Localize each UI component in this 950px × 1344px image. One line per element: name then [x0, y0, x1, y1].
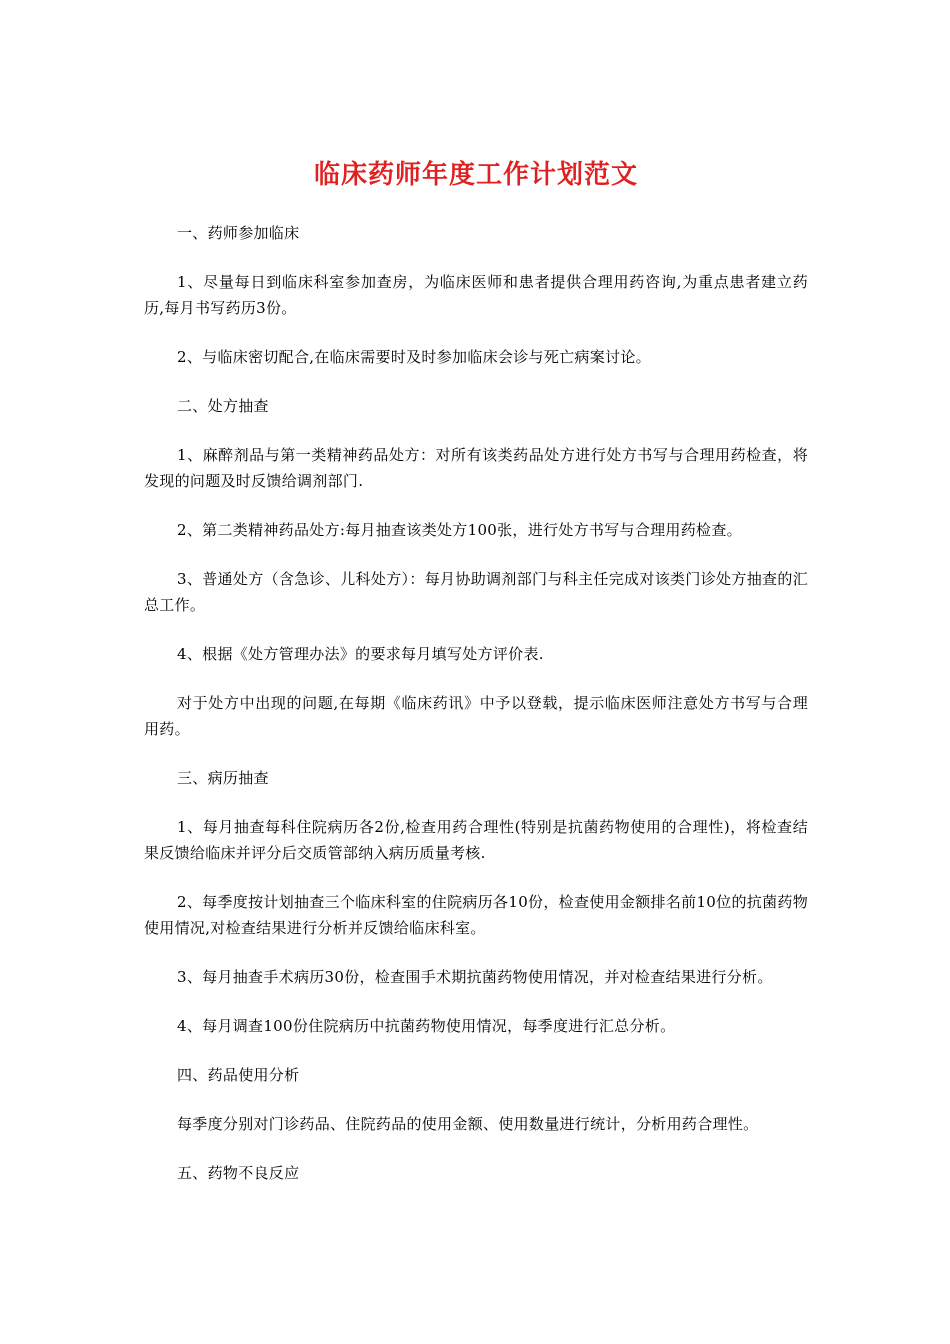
- paragraph: 4、每月调查100份住院病历中抗菌药物使用情况，每季度进行汇总分析。: [177, 1017, 676, 1035]
- section-heading-3: 三、病历抽查: [177, 769, 269, 787]
- section-heading-1: 一、药师参加临床: [177, 224, 300, 242]
- paragraph: 每季度分别对门诊药品、住院药品的使用金额、使用数量进行统计，分析用药合理性。: [177, 1115, 759, 1133]
- paragraph: 3、普通处方（含急诊、儿科处方）：每月协助调剂部门与科主任完成对该类门诊处方抽查的汇总工作。: [144, 570, 808, 614]
- document-title: 临床药师年度工作计划范文: [313, 160, 638, 190]
- section-heading-4: 四、药品使用分析: [177, 1066, 300, 1084]
- document-body: [144, 220, 808, 1209]
- paragraph: 3、每月抽查手术病历30份，检查围手术期抗菌药物使用情况，并对检查结果进行分析。: [177, 968, 773, 986]
- paragraph: 1、麻醉剂品与第一类精神药品处方：对所有该类药品处方进行处方书写与合理用药检查，将发现的问题及时反馈给调剂部门.: [144, 446, 808, 490]
- paragraph: 4、根据《处方管理办法》的要求每月填写处方评价表.: [177, 645, 544, 663]
- section-heading-2: 二、处方抽查: [177, 397, 269, 415]
- paragraph: 2、与临床密切配合,在临床需要时及时参加临床会诊与死亡病案讨论。: [177, 348, 651, 366]
- paragraph: 2、每季度按计划抽查三个临床科室的住院病历各10份，检查使用金额排名前10位的抗菌药物使用情况,对检查结果进行分析并反馈给临床科室。: [144, 893, 808, 937]
- paragraph: 2、第二类精神药品处方:每月抽查该类处方100张，进行处方书写与合理用药检查。: [177, 521, 742, 539]
- paragraph: 对于处方中出现的问题,在每期《临床药讯》中予以登载，提示临床医师注意处方书写与合理用药。: [144, 694, 808, 738]
- section-heading-5: 五、药物不良反应: [177, 1164, 300, 1182]
- paragraph: 1、尽量每日到临床科室参加查房，为临床医师和患者提供合理用药咨询,为重点患者建立药历,每月书写药历3份。: [144, 273, 808, 317]
- paragraph: 1、每月抽查每科住院病历各2份,检查用药合理性(特别是抗菌药物使用的合理性)，将检查结果反馈给临床并评分后交质管部纳入病历质量考核.: [144, 818, 808, 862]
